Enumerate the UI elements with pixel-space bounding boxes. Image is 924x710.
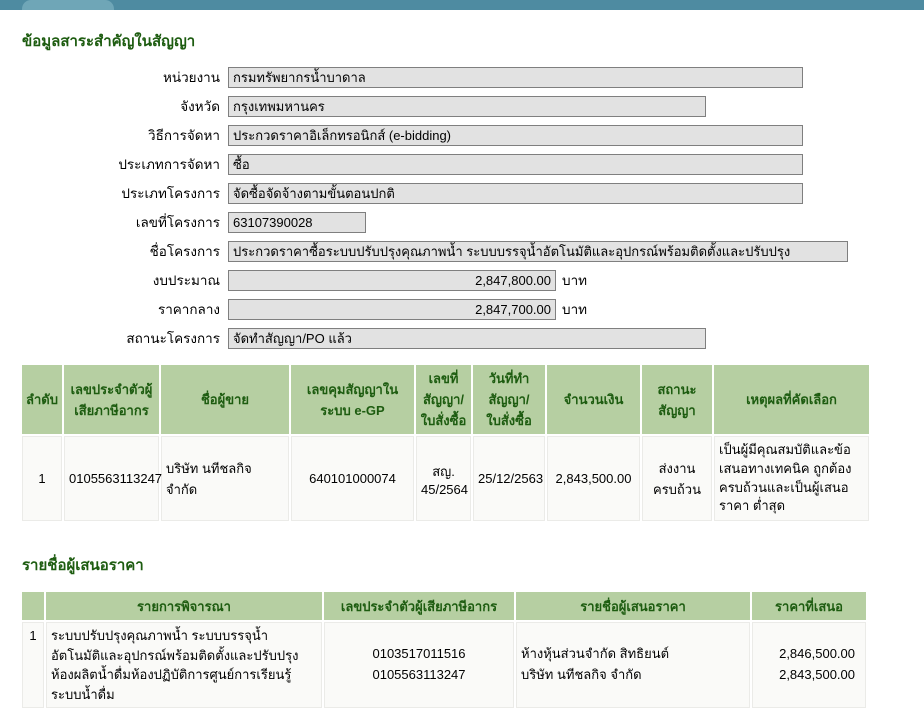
procurement-method-field[interactable]: ประกวดราคาอิเล็กทรอนิกส์ (e-bidding) xyxy=(228,125,803,146)
cell-contract-date: 25/12/2563 xyxy=(473,436,545,521)
form-row-project-status xyxy=(22,327,902,349)
project-name-label: ชื่อโครงการ xyxy=(149,244,220,259)
bidder-name-1: ห้างหุ้นส่วนจำกัด สิทธิยนต์ xyxy=(521,646,670,662)
agency-label: หน่วยงาน xyxy=(162,70,220,85)
cell-reason: เป็นผู้มีคุณสมบัติและข้อเสนอทางเทคนิค ถูกต้องครบถ้วนและเป็นผู้เสนอราคา ต่ำสุด xyxy=(714,436,869,521)
col-header-no: ลำดับ xyxy=(22,365,62,434)
province-label: จังหวัด xyxy=(180,99,220,114)
cell-contract-status: ส่งงานครบถ้วน xyxy=(642,436,712,521)
contract-table-header-row xyxy=(22,365,869,434)
budget-label: งบประมาณ xyxy=(152,273,220,288)
col-header-contract-no: เลขที่สัญญา/ใบสั่งซื้อ xyxy=(416,365,471,434)
col-header-contract-date: วันที่ทำสัญญา/ใบสั่งซื้อ xyxy=(473,365,545,434)
agency-field[interactable]: กรมทรัพยากรน้ำบาดาล xyxy=(228,67,803,88)
col-header-bidder-no xyxy=(22,592,44,620)
col-header-seller: ชื่อผู้ขาย xyxy=(161,365,289,434)
contract-info-section-title: ข้อมูลสาระสำคัญในสัญญา xyxy=(22,33,196,50)
cell-contract-no: สญ. 45/2564 xyxy=(416,436,471,521)
cell-bidder-names xyxy=(516,622,750,708)
col-header-contract-status: สถานะสัญญา xyxy=(642,365,712,434)
col-header-item: รายการพิจารณา xyxy=(46,592,322,620)
col-header-bidder-name: รายชื่อผู้เสนอราคา xyxy=(516,592,750,620)
cell-bidder-row-no: 1 xyxy=(22,622,44,708)
form-row-reference-price xyxy=(22,298,902,320)
budget-unit-label: บาท xyxy=(562,273,588,288)
project-status-label: สถานะโครงการ xyxy=(126,331,220,346)
cell-amount: 2,843,500.00 xyxy=(547,436,640,521)
budget-field[interactable]: 2,847,800.00 xyxy=(228,270,556,291)
form-row-procurement-type xyxy=(22,153,902,175)
cell-seller: บริษัท นทีชลกิจ จำกัด xyxy=(161,436,289,521)
col-header-reason: เหตุผลที่คัดเลือก xyxy=(714,365,869,434)
cell-egp-control-no: 640101000074 xyxy=(291,436,414,521)
bidder-name-2: บริษัท นทีชลกิจ จำกัด xyxy=(521,667,642,682)
form-row-budget xyxy=(22,269,902,291)
bidder-tax-id-2: 0105563113247 xyxy=(372,667,466,682)
bidders-table-wrap xyxy=(22,590,902,710)
province-field[interactable]: กรุงเทพมหานคร xyxy=(228,96,706,117)
col-header-amount: จำนวนเงิน xyxy=(547,365,640,434)
top-accent-bar xyxy=(0,0,924,10)
form-row-procurement-method xyxy=(22,124,902,146)
bidders-table-header-row xyxy=(22,592,866,620)
bidders-table xyxy=(20,590,868,710)
col-header-egp-control-no: เลขคุมสัญญาในระบบ e-GP xyxy=(291,365,414,434)
project-name-field[interactable]: ประกวดราคาซื้อระบบปรับปรุงคุณภาพน้ำ ระบบบรรจุน้ำอัตโนมัติและอุปกรณ์พร้อมติดตั้งและปรับปรุง xyxy=(228,241,848,262)
contract-table-row xyxy=(22,436,869,521)
procurement-method-label: วิธีการจัดหา xyxy=(148,128,220,143)
bidder-tax-id-1: 0103517011516 xyxy=(372,646,466,662)
project-status-field[interactable]: จัดทำสัญญา/PO แล้ว xyxy=(228,328,706,349)
project-type-label: ประเภทโครงการ xyxy=(121,186,220,201)
form-row-agency xyxy=(22,66,902,88)
cell-consideration-item: ระบบปรับปรุงคุณภาพน้ำ ระบบบรรจุน้ำอัตโนมัติและอุปกรณ์พร้อมติดตั้งและปรับปรุงห้องผลิตน้ำดื่มห้องปฏิบัติการศูนย์การเรียนรู้ระบบน้ำดื่ม xyxy=(46,622,322,708)
col-header-offered-price: ราคาที่เสนอ xyxy=(752,592,866,620)
contract-info-form xyxy=(22,66,902,349)
project-number-label: เลขที่โครงการ xyxy=(135,215,220,230)
form-row-province xyxy=(22,95,902,117)
offered-price-1: 2,846,500.00 xyxy=(779,646,855,662)
top-accent-tab xyxy=(22,0,114,10)
contract-table xyxy=(20,363,871,523)
procurement-type-field[interactable]: ซื้อ xyxy=(228,154,803,175)
bidders-section-title: รายชื่อผู้เสนอราคา xyxy=(22,557,144,574)
cell-offered-prices xyxy=(752,622,866,708)
page-content xyxy=(0,10,924,710)
project-number-field[interactable]: 63107390028 xyxy=(228,212,366,233)
contract-table-wrap xyxy=(22,363,902,523)
project-type-field[interactable]: จัดซื้อจัดจ้างตามขั้นตอนปกติ xyxy=(228,183,803,204)
reference-price-field[interactable]: 2,847,700.00 xyxy=(228,299,556,320)
offered-price-2: 2,843,500.00 xyxy=(779,667,855,682)
form-row-project-name xyxy=(22,240,902,262)
bidders-table-row xyxy=(22,622,866,708)
cell-no: 1 xyxy=(22,436,62,521)
procurement-type-label: ประเภทการจัดหา xyxy=(118,157,220,172)
reference-price-unit-label: บาท xyxy=(562,302,588,317)
form-row-project-type xyxy=(22,182,902,204)
cell-bidder-tax-ids xyxy=(324,622,514,708)
col-header-bidder-tax-id: เลขประจำตัวผู้เสียภาษีอากร xyxy=(324,592,514,620)
cell-tax-id: 0105563113247 xyxy=(64,436,159,521)
reference-price-label: ราคากลาง xyxy=(157,302,220,317)
col-header-tax-id: เลขประจำตัวผู้เสียภาษีอากร xyxy=(64,365,159,434)
form-row-project-number xyxy=(22,211,902,233)
